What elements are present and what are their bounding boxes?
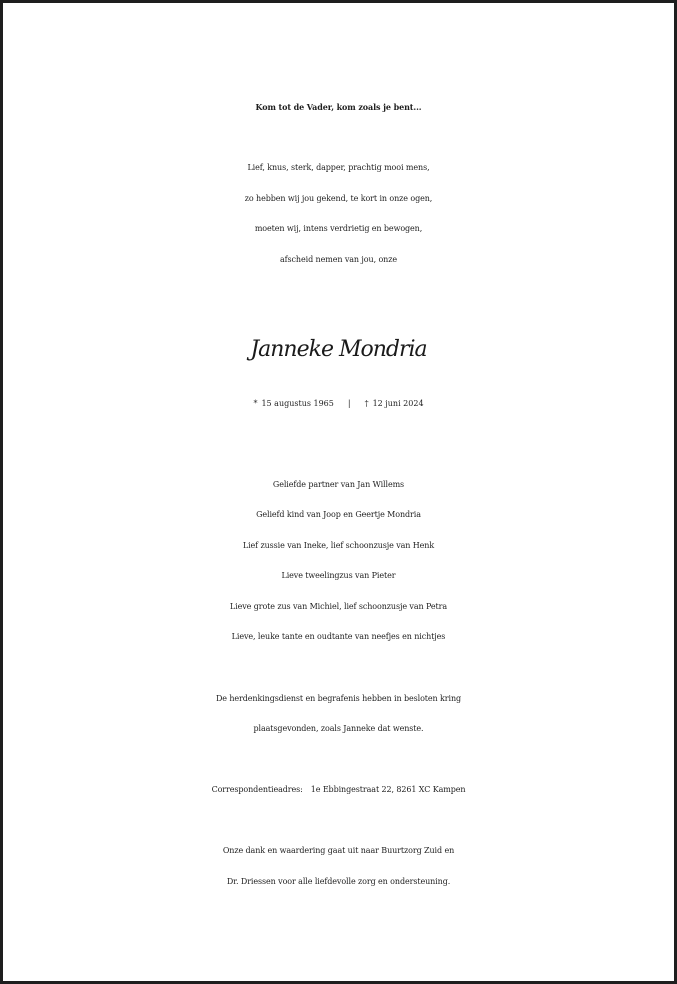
correspondence-label: Correspondentieadres:	[211, 785, 303, 794]
death-date: 12 juni 2024	[372, 399, 424, 408]
death-symbol: †	[364, 399, 369, 408]
service-line-1: De herdenkingsdienst en begrafenis hebben in besloten kring	[215, 694, 462, 703]
opening-line: Kom tot de Vader, kom zoals je bent...	[255, 102, 422, 112]
thanks-line-1: Onze dank en waardering gaat uit naar Buurtzorg Zuid en	[222, 846, 455, 855]
relation-line-5: Lieve grote zus van Michiel, lief schoonzusje van Petra	[229, 602, 448, 611]
relation-line-6: Lieve, leuke tante en oudtante van neefjes en nichtjes	[231, 632, 446, 641]
correspondence-address	[3, 779, 674, 801]
birth-symbol: *	[253, 399, 258, 408]
date-separator: |	[347, 399, 351, 408]
thanks-line-2: Dr. Driessen voor alle liefdevolle zorg en ondersteuning.	[226, 877, 451, 886]
correspondence-value: 1e Ebbingestraat 22, 8261 XC Kampen	[310, 785, 466, 794]
poem-line-2: zo hebben wij jou gekend, te kort in onze ogen,	[244, 194, 433, 203]
poem-line-3: moeten wij, intens verdrietig en bewogen,	[254, 224, 423, 233]
relation-line-1: Geliefde partner van Jan Willems	[272, 480, 405, 489]
relation-line-2: Geliefd kind van Joop en Geertje Mondria	[256, 510, 421, 519]
poem-line-4: afscheid nemen van jou, onze	[280, 255, 397, 264]
life-dates	[3, 393, 674, 415]
relation-line-4: Lieve tweelingzus van Pieter	[281, 571, 396, 580]
relation-line-3: Lief zussie van Ineke, lief schoonzusje van Henk	[242, 541, 435, 550]
birth-date: 15 augustus 1965	[261, 399, 334, 408]
deceased-name: Janneke Mondria	[250, 337, 427, 362]
poem-line-1: Lief, knus, sterk, dapper, prachtig mooi mens,	[247, 163, 430, 172]
service-line-2: plaatsgevonden, zoals Janneke dat wenste.	[253, 724, 424, 733]
